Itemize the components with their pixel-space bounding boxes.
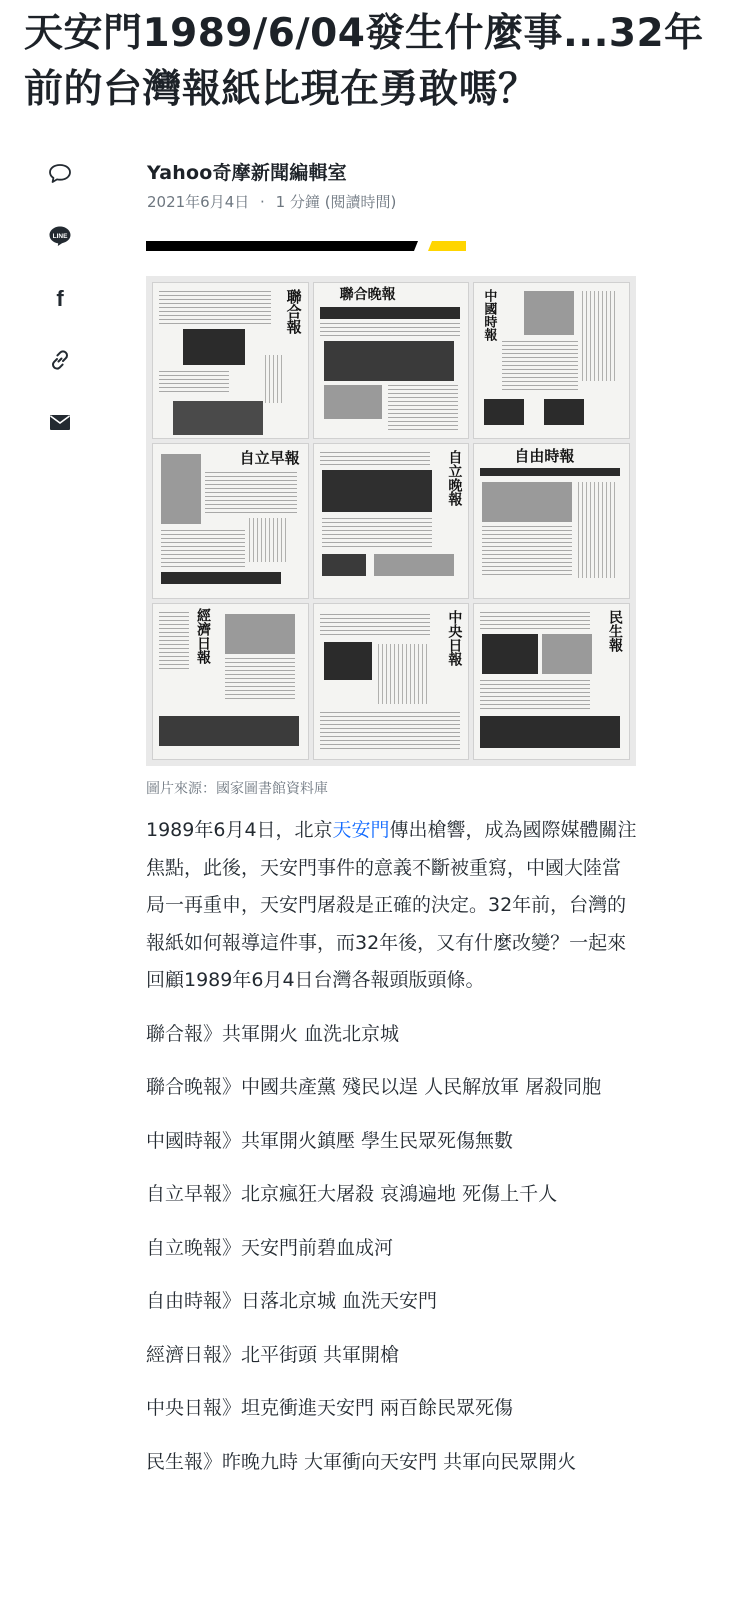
comment-icon: [48, 163, 72, 185]
share-bar: [36, 150, 84, 460]
facebook-share-button[interactable]: [36, 274, 84, 322]
copy-link-button[interactable]: [36, 336, 84, 384]
newspaper-thumbnail: [152, 282, 309, 439]
tiananmen-link[interactable]: 天安門: [332, 819, 390, 841]
read-time: 1 分鐘 (閱讀時間): [275, 193, 397, 211]
line-share-button[interactable]: [36, 212, 84, 260]
newspaper-masthead: 民生報: [607, 610, 623, 653]
headline-item: 自由時報》日落北京城 血洗天安門: [146, 1290, 438, 1312]
email-share-button[interactable]: [36, 398, 84, 446]
newspaper-thumbnail: [473, 282, 630, 439]
publish-date: 2021年6月4日: [147, 193, 250, 211]
intro-paragraph: [146, 812, 638, 1000]
newspaper-thumbnail: [152, 603, 309, 760]
article-body: [146, 812, 638, 1497]
newspaper-masthead: 自由時報: [514, 446, 575, 465]
mail-icon: [48, 412, 72, 432]
newspaper-thumbnail: [473, 443, 630, 600]
facebook-icon-label: f: [56, 286, 64, 310]
newspaper-masthead: 中央日報: [446, 610, 463, 667]
newspaper-thumbnail: [152, 443, 309, 600]
facebook-icon: [48, 286, 72, 310]
newspaper-masthead: 經濟日報: [195, 608, 211, 665]
comment-button[interactable]: [36, 150, 84, 198]
headline-item: 聯合晚報》中國共產黨 殘民以逞 人民解放軍 屠殺同胞: [146, 1076, 602, 1098]
intro-text-start: 1989年6月4日，北京: [146, 819, 333, 841]
accent-bar: [146, 241, 466, 251]
headline-item: 民生報》昨晚九時 大軍衝向天安門 共軍向民眾開火: [146, 1450, 577, 1473]
headline-item: 中國時報》共軍開火鎮壓 學生民眾死傷無數: [146, 1129, 514, 1152]
newspaper-masthead: 聯合報: [284, 289, 303, 334]
article-figure: [146, 276, 636, 798]
headline-item: 自立晚報》天安門前碧血成河: [146, 1236, 394, 1259]
link-icon: [48, 348, 72, 372]
newspaper-masthead: 中國時報: [481, 289, 497, 341]
article-headline: 天安門1989/6/04發生什麼事...32年前的台灣報紙比現在勇敢嗎？: [24, 11, 704, 112]
author-name[interactable]: Yahoo奇摩新聞編輯室: [147, 162, 347, 184]
intro-text-end: 傳出槍響，成為國際媒體關注焦點，此後，天安門事件的意義不斷被重寫，中國大陸當局一再重申，天安門屠殺是正確的決定。32年前，台灣的報紙如何報導這件事，而32年後，又有什麼改變？一起來回顧1989年6月4日台灣各報頭版頭條。: [146, 819, 637, 991]
newspaper-thumbnail: [313, 282, 470, 439]
article-meta: [147, 191, 396, 212]
newspaper-thumbnail: [313, 443, 470, 600]
image-caption: 圖片來源：國家圖書館資料庫: [146, 781, 328, 797]
headline-item: 聯合報》共軍開火 血洗北京城: [146, 1022, 400, 1045]
newspaper-masthead: 自立晚報: [446, 449, 463, 506]
newspaper-masthead: 自立早報: [239, 448, 300, 467]
line-icon: [48, 224, 72, 248]
headline-item: 自立早報》北京瘋狂大屠殺 哀鴻遍地 死傷上千人: [146, 1183, 558, 1205]
byline: [147, 158, 396, 212]
newspaper-thumbnail: [313, 603, 470, 760]
meta-separator: ·: [260, 193, 265, 211]
headline-item: 中央日報》坦克衝進天安門 兩百餘民眾死傷: [146, 1397, 514, 1419]
headline-item: 經濟日報》北平街頭 共軍開槍: [146, 1343, 400, 1366]
line-icon-label: LINE: [52, 233, 68, 240]
newspaper-collage[interactable]: [146, 276, 636, 766]
newspaper-thumbnail: [473, 603, 630, 760]
newspaper-masthead: 聯合晚報: [339, 287, 396, 303]
